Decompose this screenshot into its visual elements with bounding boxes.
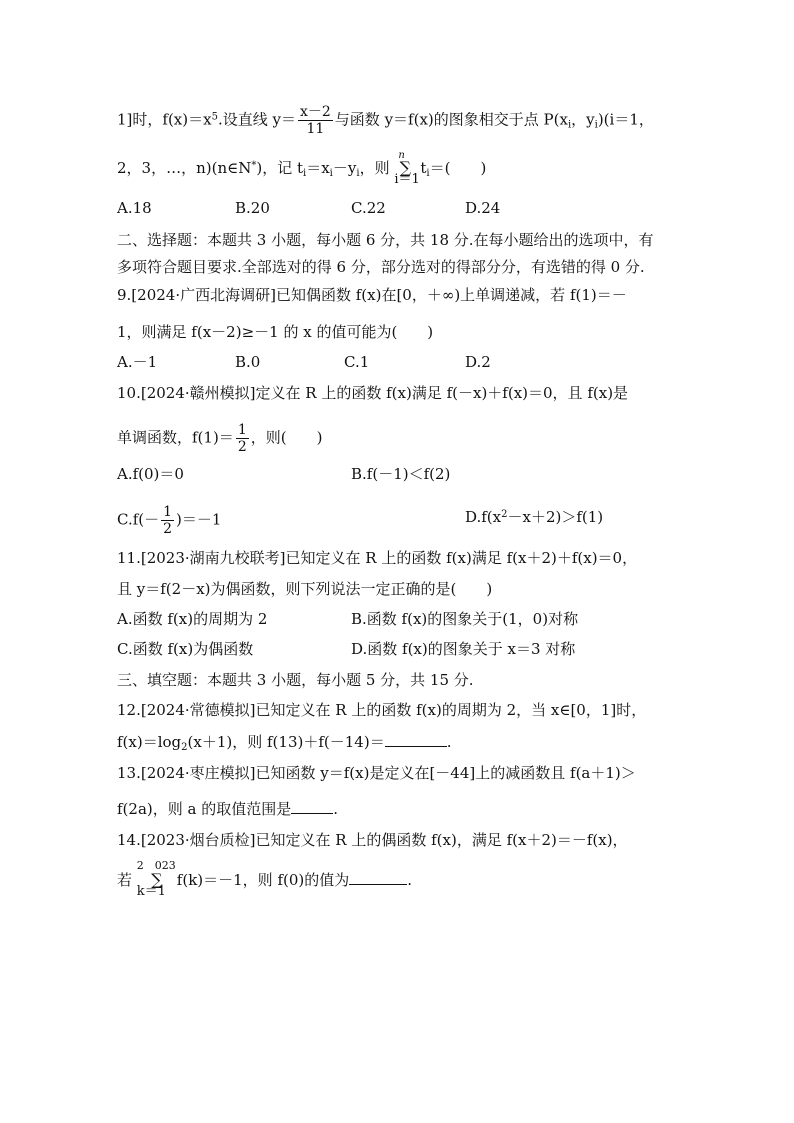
q8-text: 1]时， [117,110,163,129]
q10-line-1: 10.[2024·赣州模拟]定义在 R 上的函数 f(x)满足 f(－x)＋f(x)＝0，且 f(x)是 [117,384,629,402]
q12-text: (x＋1)，则 f(13)＋f(－14)＝ [187,733,385,751]
section-2-heading-line-2: 多项符合题目要求.全部选对的得 6 分，部分选对的得部分分，有选错的得 0 分. [117,258,645,276]
q9-option-c: C.1 [344,353,370,371]
q12-line-2 [117,730,451,753]
section-3-heading: 三、填空题：本题共 3 小题，每小题 5 分，共 15 分. [117,671,474,689]
subscript: i [303,168,307,179]
fraction [161,504,174,537]
q8-text: －y [332,159,357,177]
q10-text: ，则( ) [250,428,323,447]
q8-option-a: A.18 [117,199,152,217]
q10-text: 单调函数，f(1)＝ [117,428,234,447]
q14-text: f(k)＝－1，则 f(0)的值为 [176,871,350,889]
q10-text: )＝－1 [176,510,222,529]
q12-line-1: 12.[2024·常德模拟]已知定义在 R 上的函数 f(x)的周期为 2，当 x∈[0，1]时， [117,701,647,719]
exponent: 2 [501,509,508,520]
q8-text: ，则 [359,159,390,177]
q10-option-c [117,504,221,537]
q11-option-d: D.函数 f(x)的图象关于 x＝3 对称 [351,640,576,658]
subscript: i [567,119,572,131]
summation-sign: n ∑ i＝1 [394,157,416,179]
superscript: * [251,160,257,171]
sum-upper-limit: n [398,150,405,161]
summation-sign: 2 023 ∑ k＝1 [137,869,177,891]
fraction [236,422,249,455]
q8-text: .设直线 y＝ [217,110,296,129]
q9-line-1: 9.[2024·广西北海调研]已知偶函数 f(x)在[0，＋∞)上单调递减，若 f(1)＝－ [117,286,627,304]
subscript: i [356,168,360,179]
q8-text: ＝( ) [429,159,487,177]
q11-option-a: A.函数 f(x)的周期为 2 [117,610,268,628]
q8-line-1 [117,104,654,137]
subscript: i [329,168,333,179]
q9-line-2: 1，则满足 f(x－2)≥－1 的 x 的值可能为( ) [117,323,434,341]
q8-option-b: B.20 [235,199,270,217]
q10-option-d [465,506,603,528]
sum-lower-limit: k＝1 [136,884,166,899]
q9-option-a: A.－1 [117,353,158,371]
q8-text: ，y [571,110,595,129]
q10-text: C.f(－ [117,510,160,529]
q11-option-c: C.函数 f(x)为偶函数 [117,640,254,658]
q14-text: . [407,871,413,889]
answer-blank[interactable] [349,868,407,885]
q13-line-1: 13.[2024·枣庄模拟]已知函数 y＝f(x)是定义在[－44]上的减函数且 f(a＋1)＞ [117,764,636,782]
section-2-heading-line-1: 二、选择题：本题共 3 小题，每小题 6 分，共 18 分.在每小题给出的选项中，有 [117,231,654,249]
q8-text: 与函数 y＝f(x)的图象相交于点 P(x [334,110,568,129]
fraction-denominator: 2 [237,439,247,455]
q8-text: )，记 t [256,159,303,177]
q8-text: )(i＝1， [597,110,654,129]
q14-line-2 [117,859,413,899]
fraction [298,104,333,137]
q12-text: f(x)＝log [117,733,182,751]
fraction-numerator: 1 [237,422,247,438]
q9-option-d: D.2 [465,353,491,371]
q10-option-b: B.f(－1)＜f(2) [351,465,451,483]
q8-formula: f(x)＝x [162,110,212,129]
q14-line-1: 14.[2023·烟台质检]已知定义在 R 上的偶函数 f(x)，满足 f(x＋2)＝－f(x)， [117,831,628,849]
sum-upper-limit: 2 023 [136,859,176,872]
q9-option-b: B.0 [235,353,261,371]
exponent: 5 [211,111,218,123]
fraction-numerator: x－2 [299,104,331,120]
q10-text: －x＋2)＞f(1) [507,508,604,526]
fraction-numerator: 1 [163,504,173,520]
q11-option-b: B.函数 f(x)的图象关于(1，0)对称 [351,610,579,628]
q10-text: D.f(x [465,508,502,526]
answer-blank[interactable] [291,797,333,814]
answer-blank[interactable] [385,730,447,747]
q8-option-d: D.24 [465,199,501,217]
fraction-denominator: 11 [306,121,325,137]
subscript: i [426,168,430,179]
q13-text: f(2a)，则 a 的取值范围是 [117,800,292,818]
q8-option-c: C.22 [351,199,386,217]
q8-text: ＝x [306,159,330,177]
q13-text: . [333,800,339,818]
q12-text: . [446,733,452,751]
fraction-denominator: 2 [163,521,173,537]
q8-text: 2，3，…，n)(n∈N [117,159,252,177]
subscript: i [594,119,598,131]
q10-option-a: A.f(0)＝0 [117,465,184,483]
q14-text: 若 [117,871,133,889]
q10-line-2 [117,422,322,455]
q11-line-2: 且 y＝f(2－x)为偶函数，则下列说法一定正确的是( ) [117,580,493,598]
q13-line-2 [117,797,338,820]
q11-line-1: 11.[2023·湖南九校联考]已知定义在 R 上的函数 f(x)满足 f(x＋2)＋f(x)＝0， [117,549,638,567]
subscript: 2 [181,742,188,753]
sum-lower-limit: i＝1 [394,172,420,187]
q8-line-2: 2，3，…，n)(n∈N*)，记 $t_i=x_i-y_i$，则 n ∑ i＝1 $t_i=$( ) [117,157,486,179]
